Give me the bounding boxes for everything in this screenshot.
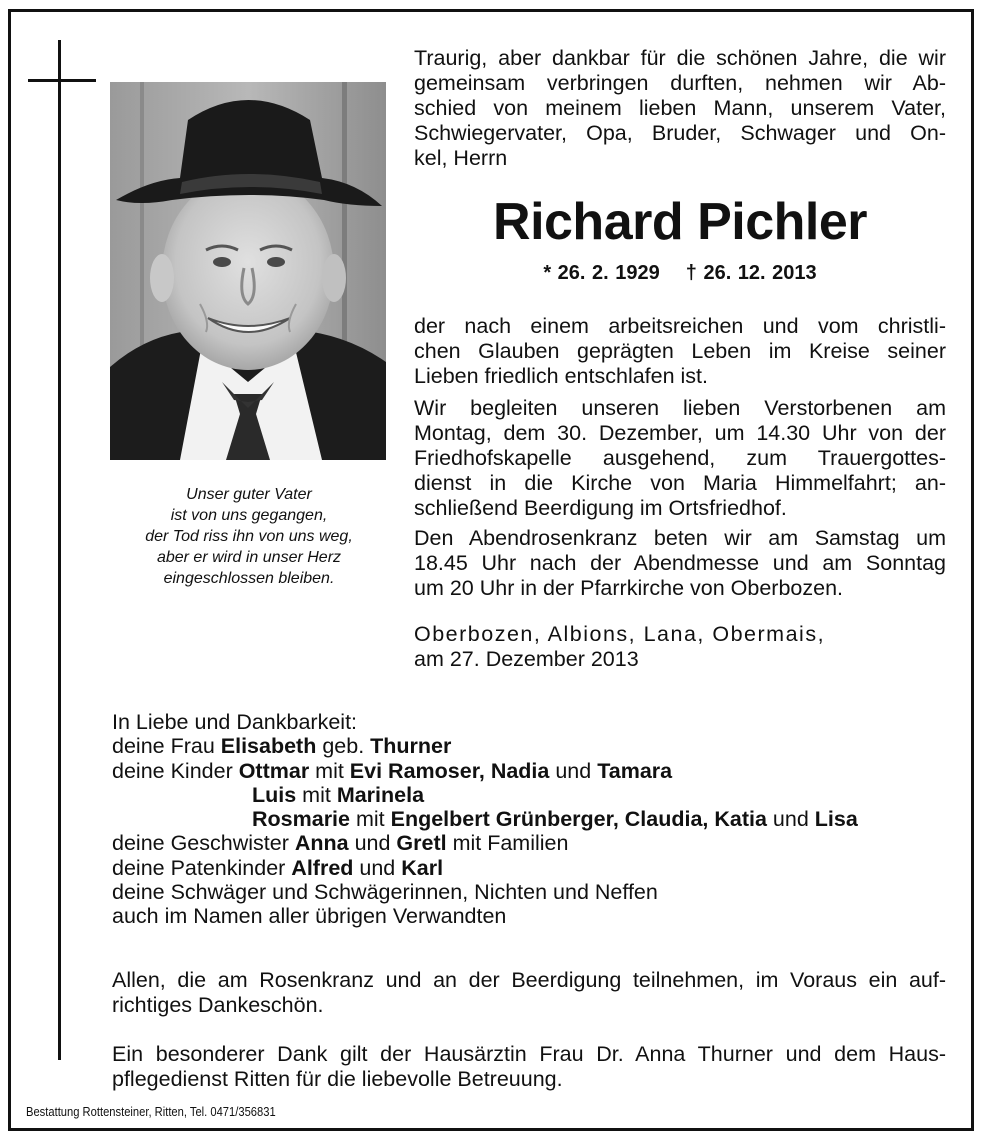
funeral-line: schließend Beerdigung im Ortsfriedhof. <box>414 496 787 520</box>
poem-line: Unser guter Vater <box>186 486 312 503</box>
funeral-line: Montag, dem 30. Dezember, um 14.30 Uhr von der <box>414 421 946 445</box>
rosary-paragraph <box>414 526 946 601</box>
family-relatives: auch im Namen aller übrigen Verwandten <box>112 904 507 929</box>
intro-line: kel, Herrn <box>414 146 508 170</box>
rosary-line: Den Abendrosenkranz beten wir am Samstag um <box>414 526 946 550</box>
intro-line: Traurig, aber dankbar für die schönen Jahre, die wir <box>414 46 946 70</box>
date-line: am 27. Dezember 2013 <box>414 647 639 671</box>
place-and-date <box>414 622 894 672</box>
special-thanks-paragraph <box>112 1042 946 1092</box>
family-children: deine Kinder Ottmar mit Evi Ramoser, Nadia und Tamara <box>112 758 673 783</box>
cross-horizontal-bar <box>28 79 96 82</box>
thanks-paragraph <box>112 968 946 1018</box>
funeral-paragraph <box>414 396 946 521</box>
life-dates <box>414 259 946 287</box>
funeral-line: Wir begleiten unseren lieben Verstorbenen am <box>414 396 946 420</box>
place-line: Oberbozen, Albions, Lana, Obermais, <box>414 622 826 646</box>
thanks-line: richtiges Dankeschön. <box>112 993 324 1017</box>
funeral-line: Friedhofskapelle ausgehend, zum Trauergottes- <box>414 446 946 470</box>
special-thanks-line: Ein besonderer Dank gilt der Hausärztin Frau Dr. Anna Thurner und dem Haus- <box>112 1042 946 1066</box>
deceased-name: Richard Pichler <box>493 193 867 251</box>
birth-date: * 26. 2. 1929 <box>543 262 660 284</box>
intro-line: Schwiegervater, Opa, Bruder, Schwager und On- <box>414 121 946 145</box>
family-child-rosmarie: Rosmarie mit Engelbert Grünberger, Claudia, Katia und Lisa <box>252 807 858 832</box>
rosary-line: um 20 Uhr in der Pfarrkirche von Oberbozen. <box>414 576 844 600</box>
cross-vertical-bar <box>58 40 61 1060</box>
family-list <box>112 710 952 929</box>
passing-paragraph <box>414 314 946 389</box>
funeral-line: dienst in die Kirche von Maria Himmelfahrt; an- <box>414 471 946 495</box>
family-heading: In Liebe und Dankbarkeit: <box>112 710 358 734</box>
family-wife: deine Frau Elisabeth geb. Thurner <box>112 734 452 759</box>
poem-line: der Tod riss ihn von uns weg, <box>145 528 353 545</box>
poem-line: ist von uns gegangen, <box>170 507 328 524</box>
death-date: † 26. 12. 2013 <box>685 262 817 284</box>
funeral-home-credit: Bestattung Rottensteiner, Ritten, Tel. 0471/356831 <box>26 1104 276 1119</box>
poem-line: aber er wird in unser Herz <box>156 549 342 566</box>
passing-line: Lieben friedlich entschlafen ist. <box>414 364 709 388</box>
passing-line: chen Glauben geprägten Leben im Kreise seiner <box>414 339 946 363</box>
intro-line: schied von meinem lieben Mann, unserem Vater, <box>414 96 946 120</box>
family-siblings: deine Geschwister Anna und Gretl mit Familien <box>112 831 569 856</box>
poem-line: eingeschlossen bleiben. <box>163 570 335 587</box>
portrait-photo <box>110 82 386 460</box>
rosary-line: 18.45 Uhr nach der Abendmesse und am Sonntag <box>414 551 946 575</box>
family-inlaws: deine Schwäger und Schwägerinnen, Nichten und Neffen <box>112 880 658 905</box>
intro-line: gemeinsam verbringen durften, nehmen wir Ab- <box>414 71 946 95</box>
intro-paragraph <box>414 46 946 171</box>
family-child-luis: Luis mit Marinela <box>252 782 425 807</box>
thanks-line: Allen, die am Rosenkranz und an der Beerdigung teilnehmen, im Voraus ein auf- <box>112 968 946 992</box>
passing-line: der nach einem arbeitsreichen und vom christli- <box>414 314 946 338</box>
special-thanks-line: pflegedienst Ritten für die liebevolle Betreuung. <box>112 1067 563 1091</box>
family-godchildren: deine Patenkinder Alfred und Karl <box>112 855 444 880</box>
memorial-poem <box>112 484 386 589</box>
